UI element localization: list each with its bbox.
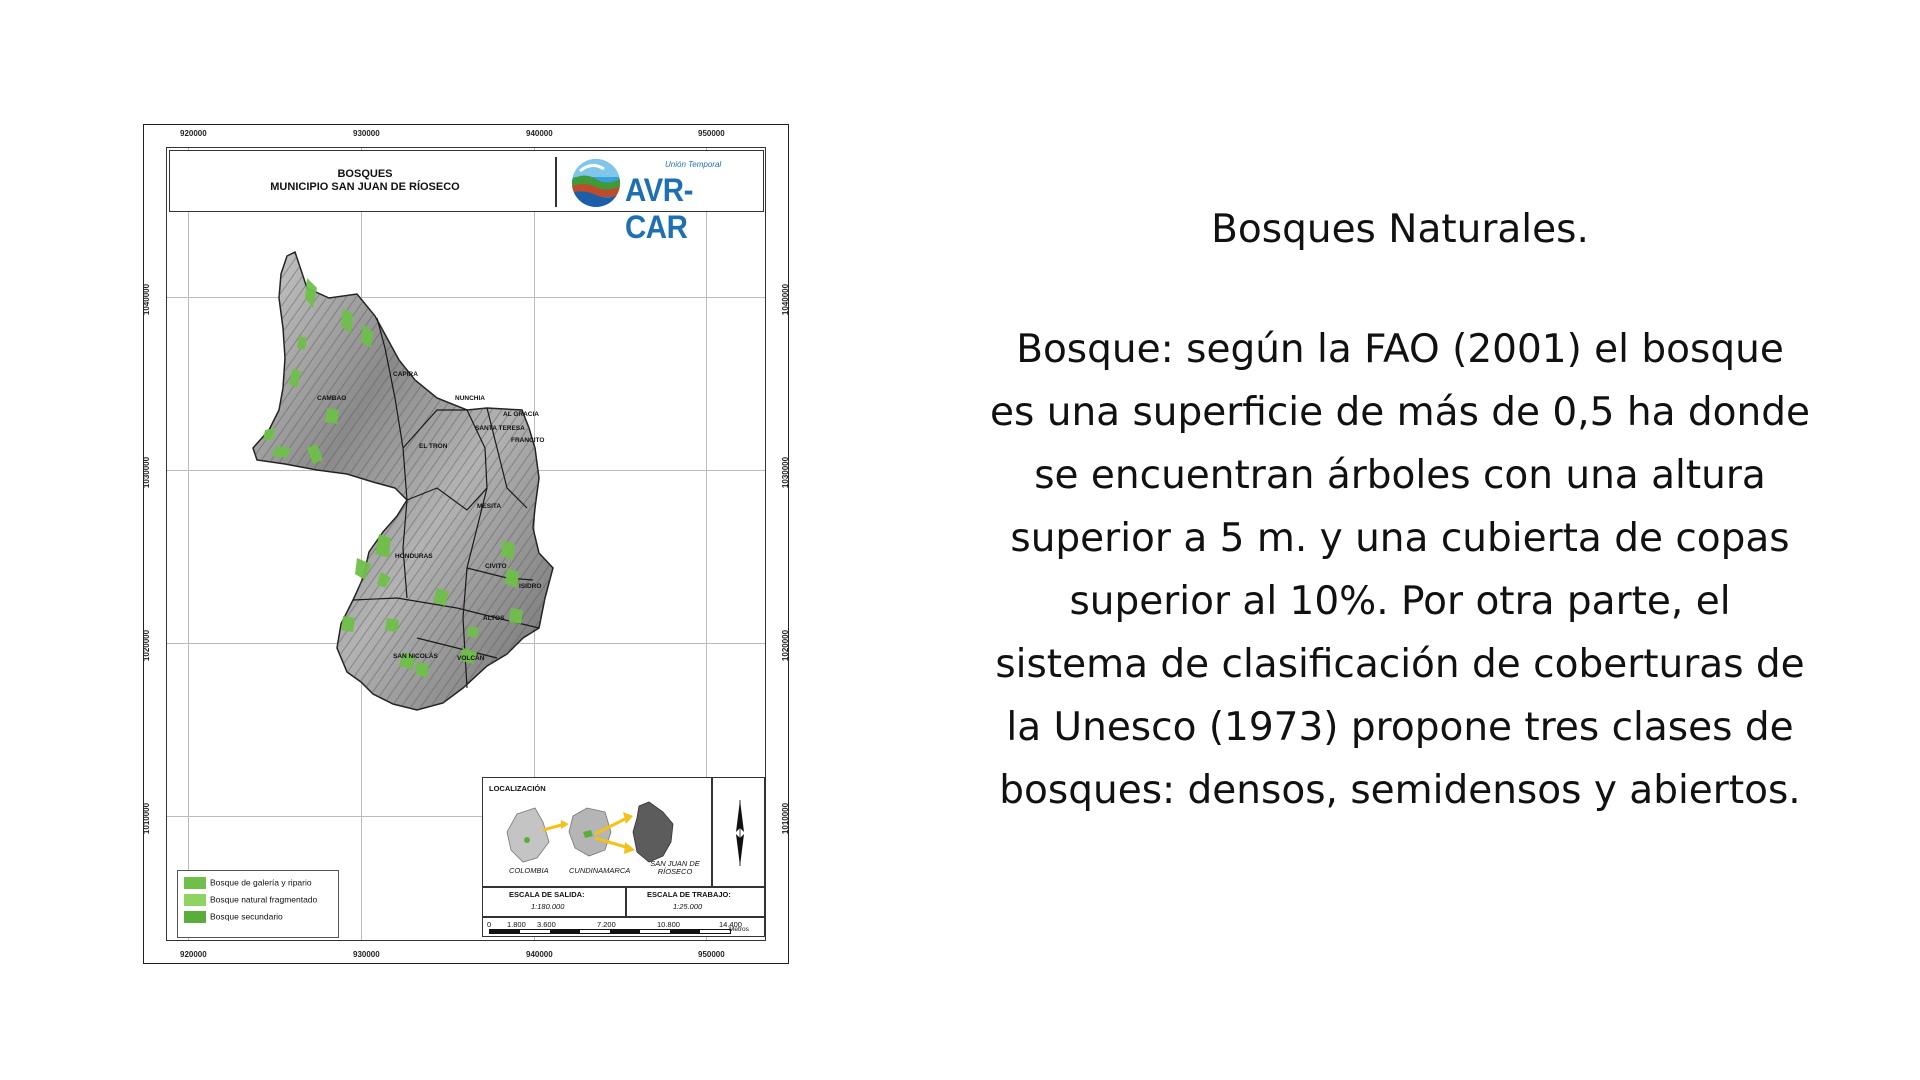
logo-tagline: Unión Temporal xyxy=(665,160,722,169)
y-coord: 1020000 xyxy=(142,629,152,662)
scale-divider xyxy=(483,886,764,888)
place-label: AL GRACIA xyxy=(503,411,539,418)
y-coord: 1040000 xyxy=(780,283,790,316)
legend-swatch xyxy=(184,894,206,906)
place-label: EL TRON xyxy=(419,443,448,450)
escala-salida-value: 1:180.000 xyxy=(531,902,565,911)
x-coord: 940000 xyxy=(526,129,553,138)
location-label: COLOMBIA xyxy=(509,866,549,875)
legend-item: Bosque secundario xyxy=(184,911,283,925)
scale-bar xyxy=(489,929,731,934)
description-panel xyxy=(990,204,1810,822)
place-label: CAPIRA xyxy=(393,371,418,378)
location-divider xyxy=(711,778,713,886)
map-body xyxy=(166,147,766,941)
location-label: SAN JUAN DE RÍOSECO xyxy=(650,859,700,876)
y-coord: 1040000 xyxy=(142,283,152,316)
x-coord: 950000 xyxy=(698,129,725,138)
map-title: BOSQUES MUNICIPIO SAN JUAN DE RÍOSECO xyxy=(270,168,460,193)
map-legend xyxy=(177,870,339,938)
scale-tick: 7.200 xyxy=(597,920,616,929)
legend-item: Bosque natural fragmentado xyxy=(184,894,317,908)
scale-tick: 1.800 xyxy=(507,920,526,929)
place-label: CAMBAO xyxy=(317,395,347,402)
place-label: SANTA TERESA xyxy=(475,425,525,432)
north-arrow-icon xyxy=(725,798,755,868)
scale-unit: Metros xyxy=(729,926,749,933)
scale-tick: 10.800 xyxy=(657,920,680,929)
place-label: ISIDRO xyxy=(519,583,542,590)
x-coord: 950000 xyxy=(698,950,725,959)
description-title: Bosques Naturales. xyxy=(1211,207,1589,252)
scale-divider xyxy=(483,916,764,918)
escala-trabajo-value: 1:25.000 xyxy=(673,902,703,911)
y-coord: 1010000 xyxy=(142,802,152,835)
place-label: FRANCITO xyxy=(511,437,545,444)
escala-trabajo-label: ESCALA DE TRABAJO: xyxy=(647,890,731,899)
municipality-relief xyxy=(167,148,766,778)
location-label: CUNDINAMARCA xyxy=(569,866,631,875)
scale-tick: 3.600 xyxy=(537,920,556,929)
x-coord: 940000 xyxy=(526,950,553,959)
x-coord: 920000 xyxy=(180,950,207,959)
place-label: SAN NICOLÁS xyxy=(393,653,438,660)
location-box xyxy=(482,777,765,937)
place-label: ALTOS xyxy=(483,615,505,622)
place-label: HONDURAS xyxy=(395,553,433,560)
place-label: VOLCÁN xyxy=(457,655,485,662)
legend-swatch xyxy=(184,877,206,889)
legend-swatch xyxy=(184,911,206,923)
scale-tick: 14.400 xyxy=(719,920,742,929)
y-coord: 1030000 xyxy=(142,456,152,489)
x-coord: 930000 xyxy=(353,129,380,138)
escala-salida-label: ESCALA DE SALIDA: xyxy=(509,890,585,899)
logo-brand: AVR-CAR xyxy=(625,172,693,245)
description-body: Bosque: según la FAO (2001) el bosque es una superficie de más de 0,5 ha donde se encuentran árboles con una altura superior a 5 m. y una cubierta de copas superior al 10%. Por otra parte, el sistema de clasificación de coberturas de la Unesco (1973) propone tres clases de bosques: densos, semidensos y abiertos. xyxy=(990,327,1810,813)
scale-tick: 0 xyxy=(487,920,492,929)
y-coord: 1020000 xyxy=(780,629,790,662)
place-label: NUNCHIA xyxy=(455,395,485,402)
y-coord: 1010000 xyxy=(780,802,790,835)
scale-divider xyxy=(625,886,627,916)
legend-item: Bosque de galería y ripario xyxy=(184,877,312,891)
x-coord: 920000 xyxy=(180,129,207,138)
place-label: CIVITO xyxy=(485,563,507,570)
y-coord: 1030000 xyxy=(780,456,790,489)
place-label: MESITA xyxy=(477,503,502,510)
forest-map xyxy=(143,124,789,964)
location-heading: LOCALIZACIÓN xyxy=(489,784,546,793)
x-coord: 930000 xyxy=(353,950,380,959)
